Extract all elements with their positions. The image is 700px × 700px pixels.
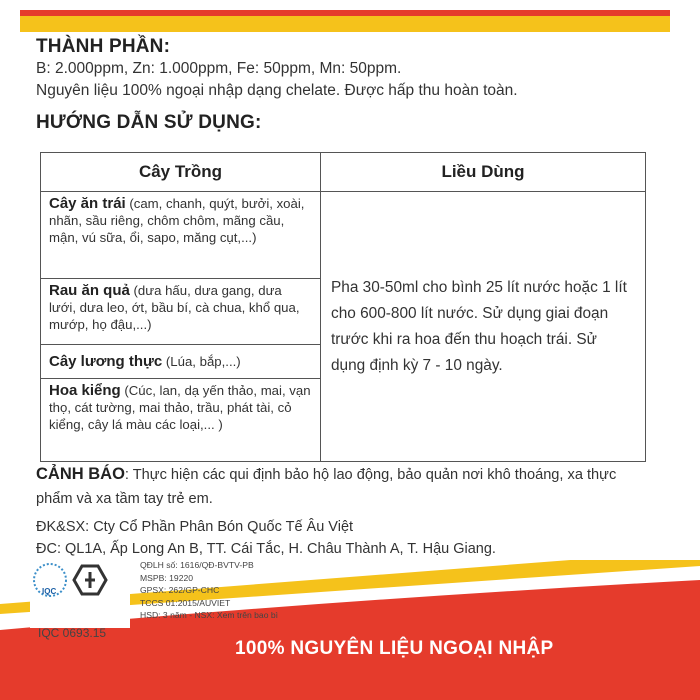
crop-cell-flower: [41, 379, 321, 462]
company-line-1: ĐK&SX: Cty Cổ Phần Phân Bón Quốc Tế Âu Việt: [36, 519, 354, 535]
dose-cell: Pha 30-50ml cho bình 25 lít nước hoặc 1 lít cho 600-800 lít nước. Sử dụng giai đoạn trước khi ra hoa đến thu hoạch trái. Sử dụng định kỳ 7 - 10 ngày.: [321, 192, 646, 462]
warning-section: [36, 462, 656, 511]
composition-line-2: Nguyên liệu 100% ngoại nhập dạng chelate. Được hấp thu hoàn toàn.: [36, 82, 518, 99]
usage-heading: HƯỚNG DẪN SỬ DỤNG:: [36, 112, 262, 133]
cert-line: QĐLH số: 1616/QĐ-BVTV-PB: [140, 560, 254, 570]
composition-heading: THÀNH PHẦN:: [36, 36, 171, 57]
col-header-crop: Cây Trồng: [41, 153, 321, 192]
iqc-logo-icon: [30, 558, 130, 628]
warning-text: : Thực hiện các qui định bảo hộ lao động, bảo quản nơi khô thoáng, xa thực phẩm và xa tầm tay trẻ em.: [36, 467, 617, 507]
company-info: [36, 516, 656, 560]
cert-details: [140, 559, 278, 622]
crop-name: Rau ăn quả: [49, 282, 130, 299]
crop-cell-food: [41, 345, 321, 379]
cert-line: GPSX: 262/GP-CHC: [140, 585, 220, 595]
footer-slogan: 100% NGUYÊN LIỆU NGOẠI NHẬP: [235, 638, 554, 659]
usage-table: [40, 152, 646, 462]
composition-line-1: B: 2.000ppm, Zn: 1.000ppm, Fe: 50ppm, Mn: 50ppm.: [36, 60, 402, 77]
crop-name: Hoa kiểng: [49, 382, 121, 399]
crop-detail: (dưa hấu, dưa gang, dưa lưới, dưa leo, ớt, bầu bí, cà chua, khổ qua, mướp, họ đậu,...): [49, 283, 300, 332]
table-row: [41, 192, 646, 279]
company-line-2: ĐC: QL1A, Ấp Long An B, TT. Cái Tắc, H. Châu Thành A, T. Hậu Giang.: [36, 541, 496, 557]
composition-section: [36, 36, 666, 134]
crop-detail: (cam, chanh, quýt, bưởi, xoài, nhãn, sầu riêng, chôm chôm, mãng cầu, mận, vú sữa, ổi, sapo, măng cụt,...): [49, 196, 305, 245]
crop-cell-fruit: [41, 192, 321, 279]
warning-title: CẢNH BÁO: [36, 465, 125, 483]
crop-detail: (Cúc, lan, dạ yến thảo, mai, vạn thọ, cát tường, mai thảo, trầu, phát tài, cỏ kiểng, cây lá màu các loại,... ): [49, 383, 311, 432]
table-header-row: [41, 153, 646, 192]
crop-cell-vegetable: [41, 279, 321, 345]
crop-name: Cây ăn trái: [49, 195, 126, 212]
cert-line: HSD: 3 năm - NSX: Xem trên bao bì: [140, 610, 279, 620]
cert-line: TCCS 01:2015/AUVIET: [140, 597, 231, 608]
top-red-stripe: [20, 10, 670, 16]
cert-logo-area: [30, 558, 130, 628]
crop-name: Cây lương thực: [49, 352, 163, 370]
iqc-code: IQC 0693.15: [38, 626, 107, 640]
cert-line: MSPB: 19220: [140, 572, 194, 583]
col-header-dose: Liều Dùng: [321, 153, 646, 192]
crop-detail: (Lúa, bắp,...): [162, 353, 241, 369]
svg-text:IQC: IQC: [42, 587, 57, 596]
